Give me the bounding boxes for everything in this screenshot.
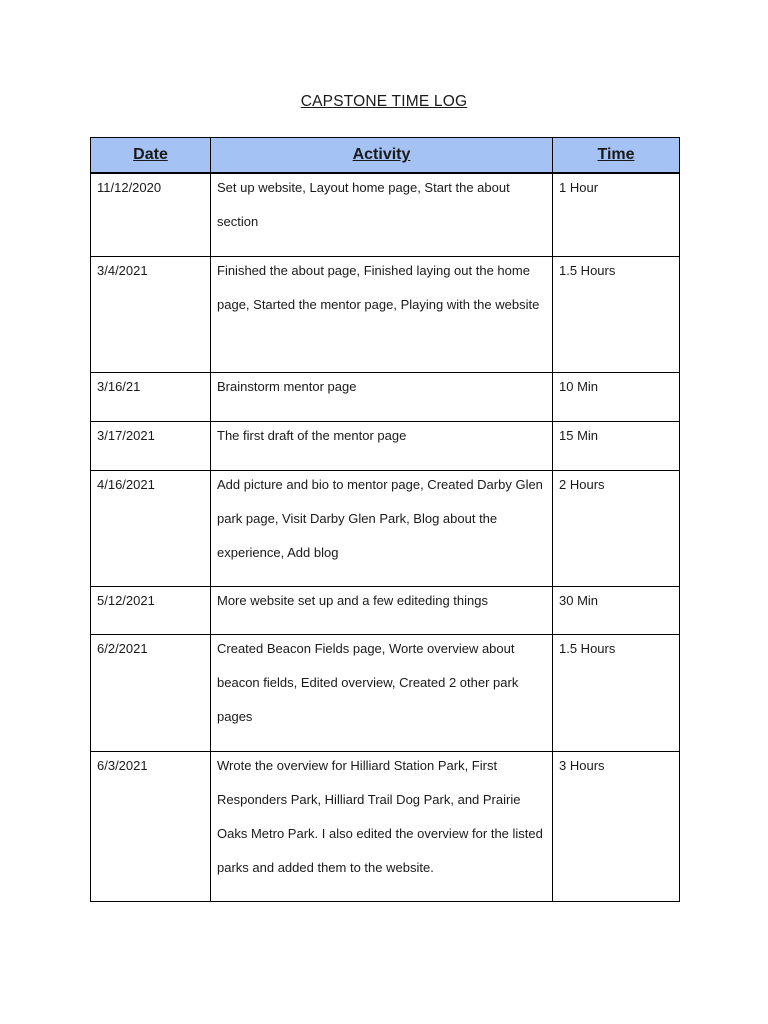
cell-activity: Finished the about page, Finished laying out the home page, Started the mentor page, Playing with the website xyxy=(211,256,553,372)
cell-activity: Created Beacon Fields page, Worte overview about beacon fields, Edited overview, Created 2 other park pages xyxy=(211,634,553,751)
cell-date: 4/16/2021 xyxy=(91,470,211,586)
cell-time: 10 Min xyxy=(553,372,680,421)
table-row xyxy=(91,634,680,751)
table-row xyxy=(91,421,680,470)
page-title: CAPSTONE TIME LOG xyxy=(300,93,468,110)
cell-activity: Brainstorm mentor page xyxy=(211,372,553,421)
table-row xyxy=(91,372,680,421)
cell-time: 1 Hour xyxy=(553,173,680,256)
table-row xyxy=(91,173,680,256)
cell-date: 3/4/2021 xyxy=(91,256,211,372)
cell-time: 1.5 Hours xyxy=(553,256,680,372)
cell-time: 15 Min xyxy=(553,421,680,470)
table-row xyxy=(91,256,680,372)
time-log-table xyxy=(90,137,680,902)
cell-activity: The first draft of the mentor page xyxy=(211,421,553,470)
column-header-activity: Activity xyxy=(211,138,553,174)
cell-time: 3 Hours xyxy=(553,751,680,901)
column-header-time: Time xyxy=(553,138,680,174)
cell-date: 6/3/2021 xyxy=(91,751,211,901)
cell-date: 5/12/2021 xyxy=(91,586,211,634)
cell-activity: More website set up and a few editeding things xyxy=(211,586,553,634)
cell-activity: Wrote the overview for Hilliard Station Park, First Responders Park, Hilliard Trail Dog Park, and Prairie Oaks Metro Park. I also edited the overview for the listed parks and added them to the website. xyxy=(211,751,553,901)
cell-time: 30 Min xyxy=(553,586,680,634)
cell-date: 3/16/21 xyxy=(91,372,211,421)
table-header-row xyxy=(91,138,680,174)
cell-date: 3/17/2021 xyxy=(91,421,211,470)
table-row xyxy=(91,586,680,634)
column-header-date: Date xyxy=(91,138,211,174)
cell-time: 2 Hours xyxy=(553,470,680,586)
cell-date: 11/12/2020 xyxy=(91,173,211,256)
cell-activity: Add picture and bio to mentor page, Created Darby Glen park page, Visit Darby Glen Park, Blog about the experience, Add blog xyxy=(211,470,553,586)
cell-activity: Set up website, Layout home page, Start the about section xyxy=(211,173,553,256)
cell-date: 6/2/2021 xyxy=(91,634,211,751)
table-row xyxy=(91,470,680,586)
cell-time: 1.5 Hours xyxy=(553,634,680,751)
table-row xyxy=(91,751,680,901)
